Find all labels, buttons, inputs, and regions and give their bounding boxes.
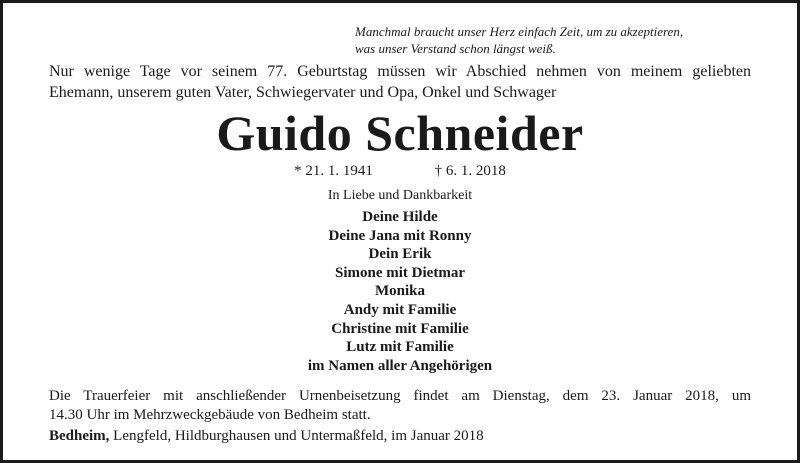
funeral-line-2: 14.30 Uhr im Mehrzweckgebäude von Bedheim statt. xyxy=(49,407,371,423)
mourner: Andy mit Familie xyxy=(343,301,457,318)
intro-text xyxy=(49,61,751,103)
funeral-line-1: Die Trauerfeier mit anschließender Urnenbeisetzung findet am Dienstag, dem 23. Januar 2018, um xyxy=(49,388,751,404)
place-rest: Lengfeld, Hildburghausen und Untermaßfeld, im Januar 2018 xyxy=(109,428,484,444)
quote-line-2: was unser Verstand schon längst weiß. xyxy=(355,41,556,56)
mourner: Christine mit Familie xyxy=(331,320,469,337)
mourner: im Namen aller Angehörigen xyxy=(307,357,493,374)
dedication: In Liebe und Dankbarkeit xyxy=(327,188,473,203)
mourner: Dein Erik xyxy=(368,246,432,263)
deceased-name: Guido Schneider xyxy=(216,105,584,161)
mourner: Monika xyxy=(374,283,425,300)
mourner: Simone mit Dietmar xyxy=(335,264,465,281)
life-dates xyxy=(3,161,797,181)
mourner: Lutz mit Familie xyxy=(346,339,454,356)
intro-line-1: Nur wenige Tage vor seinem 77. Geburtstag müssen wir Abschied nehmen von meinem geliebten xyxy=(49,63,751,80)
quote xyxy=(355,23,775,57)
death-date: † 6. 1. 2018 xyxy=(434,163,506,179)
mourners-list xyxy=(3,208,797,375)
quote-line-1: Manchmal braucht unser Herz einfach Zeit, um zu akzeptieren, xyxy=(355,24,684,39)
intro-line-2: Ehemann, unserem guten Vater, Schwiegervater und Opa, Onkel und Schwager xyxy=(49,84,557,101)
mourner: Deine Jana mit Ronny xyxy=(328,227,472,244)
funeral-info xyxy=(49,387,751,425)
mourner: Deine Hilde xyxy=(362,209,438,225)
place-town: Bedheim, xyxy=(49,428,110,444)
birth-date: * 21. 1. 1941 xyxy=(294,163,373,179)
place-date xyxy=(49,427,751,446)
